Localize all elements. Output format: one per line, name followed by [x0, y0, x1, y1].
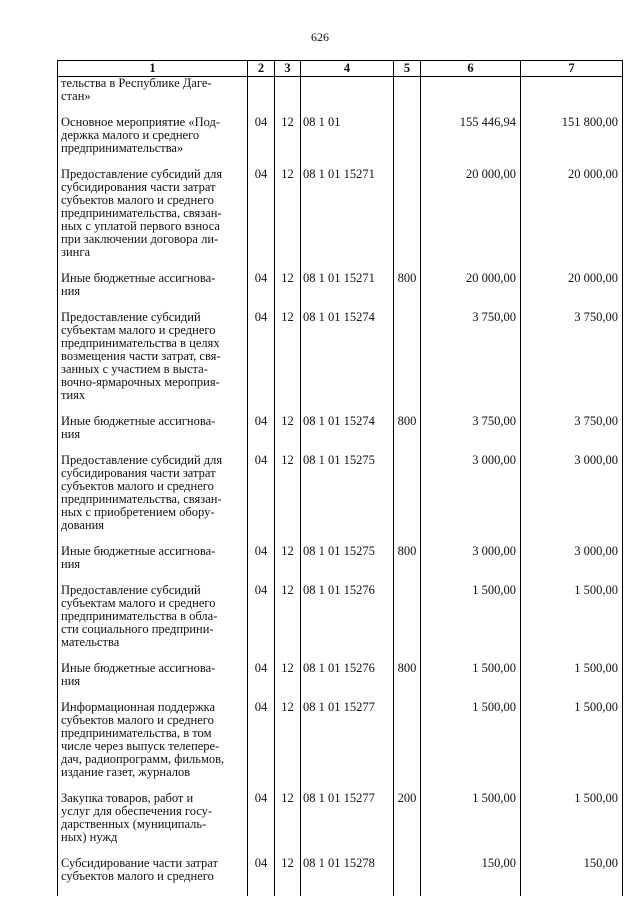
target-article-cell: 08 1 01 [301, 116, 394, 168]
amount-year1-cell: 3 000,00 [421, 545, 521, 584]
section-code-cell: 04 [248, 311, 275, 415]
section-code-cell: 04 [248, 272, 275, 311]
expense-type-cell: 800 [394, 545, 421, 584]
subsection-code-cell: 12 [275, 311, 301, 415]
subsection-code-cell: 12 [275, 662, 301, 701]
target-article-cell [301, 77, 394, 117]
section-code-cell [248, 77, 275, 117]
section-code-cell: 04 [248, 116, 275, 168]
row-name-cell: Основное мероприятие «Под- держка малого и среднего предпринимательства» [58, 116, 248, 168]
column-header: 6 [421, 61, 521, 77]
amount-year2-cell: 3 750,00 [521, 311, 623, 415]
amount-year1-cell: 1 500,00 [421, 701, 521, 792]
subsection-code-cell [275, 77, 301, 117]
amount-year2-cell: 20 000,00 [521, 168, 623, 272]
section-code-cell: 04 [248, 454, 275, 545]
table-row [58, 415, 623, 454]
target-article-cell: 08 1 01 15277 [301, 701, 394, 792]
column-header: 1 [58, 61, 248, 77]
expense-type-cell [394, 454, 421, 545]
subsection-code-cell: 12 [275, 857, 301, 896]
target-article-cell: 08 1 01 15271 [301, 272, 394, 311]
amount-year2-cell [521, 77, 623, 117]
section-code-cell: 04 [248, 701, 275, 792]
row-name-cell: Иные бюджетные ассигнова- ния [58, 415, 248, 454]
section-code-cell: 04 [248, 857, 275, 896]
amount-year1-cell: 1 500,00 [421, 792, 521, 857]
target-article-cell: 08 1 01 15276 [301, 584, 394, 662]
table-row [58, 662, 623, 701]
table-row [58, 792, 623, 857]
target-article-cell: 08 1 01 15275 [301, 545, 394, 584]
amount-year2-cell: 1 500,00 [521, 584, 623, 662]
expense-type-cell: 800 [394, 662, 421, 701]
amount-year1-cell: 1 500,00 [421, 584, 521, 662]
amount-year1-cell: 155 446,94 [421, 116, 521, 168]
subsection-code-cell: 12 [275, 116, 301, 168]
column-header: 4 [301, 61, 394, 77]
subsection-code-cell: 12 [275, 272, 301, 311]
amount-year2-cell: 3 750,00 [521, 415, 623, 454]
row-name-cell: Субсидирование части затрат субъектов малого и среднего [58, 857, 248, 896]
subsection-code-cell: 12 [275, 792, 301, 857]
section-code-cell: 04 [248, 792, 275, 857]
target-article-cell: 08 1 01 15278 [301, 857, 394, 896]
expense-type-cell [394, 584, 421, 662]
target-article-cell: 08 1 01 15277 [301, 792, 394, 857]
table-row [58, 584, 623, 662]
row-name-cell: Иные бюджетные ассигнова- ния [58, 272, 248, 311]
row-name-cell: Предоставление субсидий для субсидирования части затрат субъектов малого и среднего предпринимательства, связан- ных с приобретением обору- дования [58, 454, 248, 545]
expense-type-cell: 800 [394, 272, 421, 311]
column-header: 3 [275, 61, 301, 77]
expense-type-cell: 200 [394, 792, 421, 857]
amount-year1-cell: 150,00 [421, 857, 521, 896]
table-header-row [58, 61, 623, 77]
table-row [58, 454, 623, 545]
amount-year2-cell: 1 500,00 [521, 792, 623, 857]
budget-table [57, 60, 623, 896]
table-row [58, 116, 623, 168]
table-row [58, 168, 623, 272]
amount-year2-cell: 20 000,00 [521, 272, 623, 311]
subsection-code-cell: 12 [275, 168, 301, 272]
amount-year1-cell: 1 500,00 [421, 662, 521, 701]
row-name-cell: Предоставление субсидий для субсидирования части затрат субъектов малого и среднего предпринимательства, связан- ных с уплатой первого взноса при заключении договора ли- зинга [58, 168, 248, 272]
amount-year2-cell: 150,00 [521, 857, 623, 896]
column-header: 5 [394, 61, 421, 77]
amount-year1-cell: 3 750,00 [421, 415, 521, 454]
row-name-cell: Иные бюджетные ассигнова- ния [58, 662, 248, 701]
table-body [58, 77, 623, 897]
amount-year1-cell: 3 000,00 [421, 454, 521, 545]
section-code-cell: 04 [248, 415, 275, 454]
column-header: 2 [248, 61, 275, 77]
amount-year2-cell: 1 500,00 [521, 662, 623, 701]
subsection-code-cell: 12 [275, 415, 301, 454]
row-name-cell: тельства в Республике Даге- стан» [58, 77, 248, 117]
section-code-cell: 04 [248, 168, 275, 272]
table-row [58, 77, 623, 117]
amount-year2-cell: 151 800,00 [521, 116, 623, 168]
amount-year1-cell [421, 77, 521, 117]
row-name-cell: Информационная поддержка субъектов малого и среднего предпринимательства, в том числе через выпуск телепере- дач, радиопрограмм, фильмов, издание газет, журналов [58, 701, 248, 792]
page-number: 626 [311, 30, 329, 44]
target-article-cell: 08 1 01 15275 [301, 454, 394, 545]
amount-year2-cell: 3 000,00 [521, 454, 623, 545]
section-code-cell: 04 [248, 662, 275, 701]
target-article-cell: 08 1 01 15271 [301, 168, 394, 272]
target-article-cell: 08 1 01 15274 [301, 311, 394, 415]
row-name-cell: Предоставление субсидий субъектам малого и среднего предпринимательства в целях возмещения части затрат, свя- занных с участием в выста- вочно-ярмарочных мероприя- тиях [58, 311, 248, 415]
table-row [58, 272, 623, 311]
amount-year1-cell: 3 750,00 [421, 311, 521, 415]
section-code-cell: 04 [248, 545, 275, 584]
table-row [58, 545, 623, 584]
subsection-code-cell: 12 [275, 701, 301, 792]
expense-type-cell: 800 [394, 415, 421, 454]
subsection-code-cell: 12 [275, 545, 301, 584]
amount-year1-cell: 20 000,00 [421, 168, 521, 272]
section-code-cell: 04 [248, 584, 275, 662]
expense-type-cell [394, 311, 421, 415]
row-name-cell: Закупка товаров, работ и услуг для обеспечения госу- дарственных (муниципаль- ных) нужд [58, 792, 248, 857]
column-header: 7 [521, 61, 623, 77]
subsection-code-cell: 12 [275, 454, 301, 545]
target-article-cell: 08 1 01 15274 [301, 415, 394, 454]
expense-type-cell [394, 77, 421, 117]
amount-year2-cell: 1 500,00 [521, 701, 623, 792]
expense-type-cell [394, 701, 421, 792]
target-article-cell: 08 1 01 15276 [301, 662, 394, 701]
amount-year2-cell: 3 000,00 [521, 545, 623, 584]
amount-year1-cell: 20 000,00 [421, 272, 521, 311]
subsection-code-cell: 12 [275, 584, 301, 662]
row-name-cell: Предоставление субсидий субъектам малого и среднего предпринимательства в обла- сти социального предприни- мательства [58, 584, 248, 662]
table-row [58, 311, 623, 415]
row-name-cell: Иные бюджетные ассигнова- ния [58, 545, 248, 584]
table-row [58, 701, 623, 792]
expense-type-cell [394, 168, 421, 272]
table-row [58, 857, 623, 896]
expense-type-cell [394, 857, 421, 896]
expense-type-cell [394, 116, 421, 168]
